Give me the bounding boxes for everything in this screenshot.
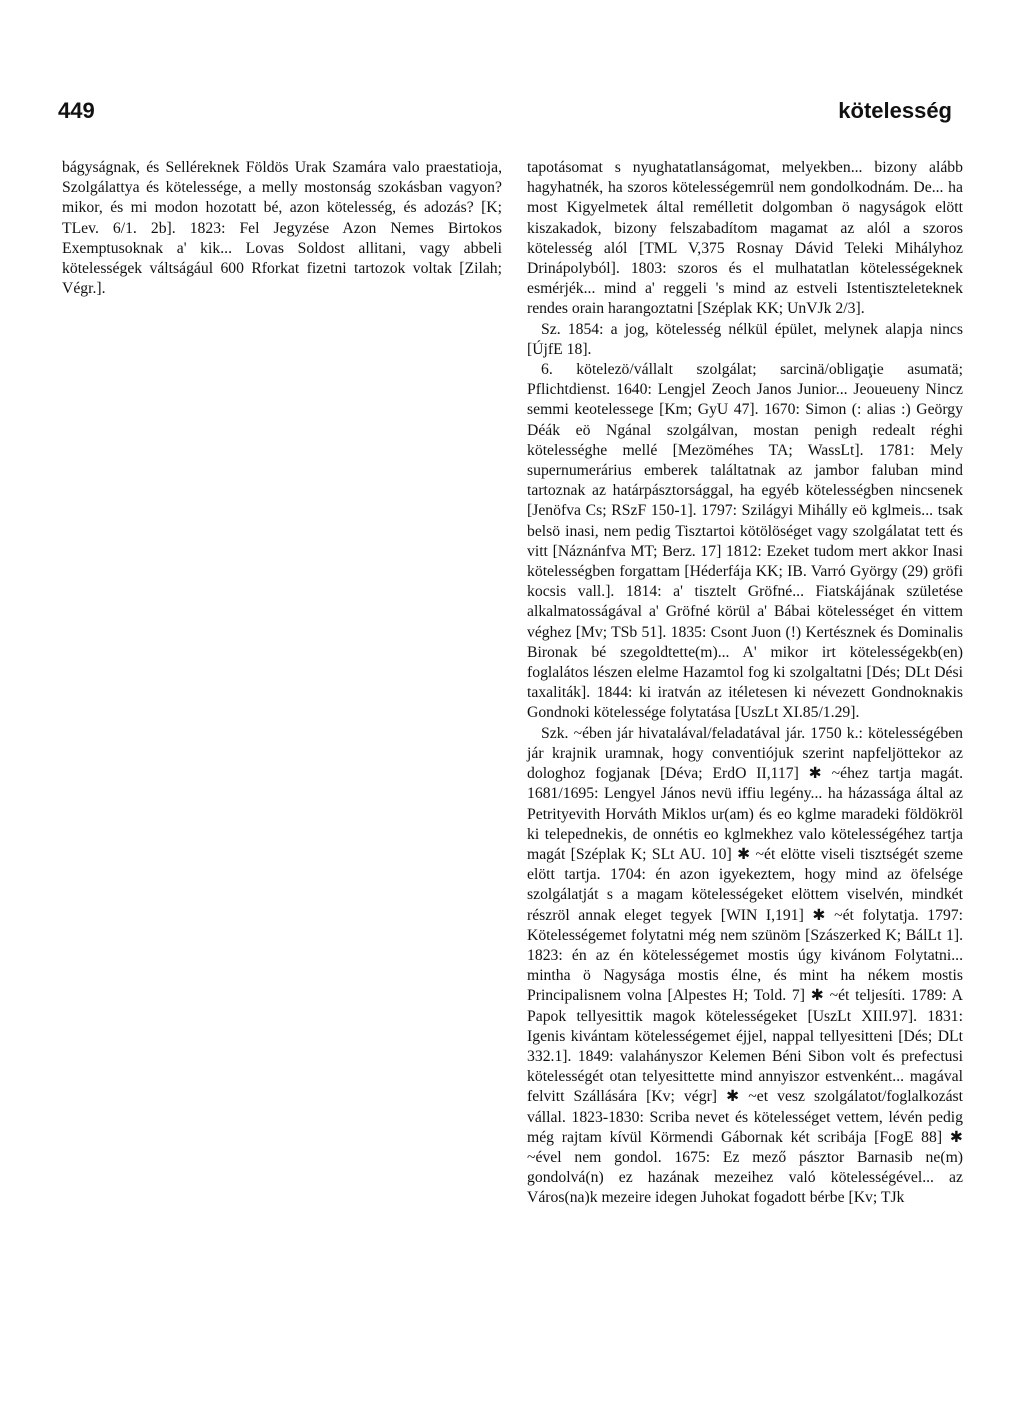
page-number: 449	[58, 98, 95, 123]
right-paragraph: Sz. 1854: a jog, kötelesség nélkül épület, melynek alapja nincs [ÚjfE 18].	[527, 320, 963, 358]
left-paragraph: bágyságnak, és Selléreknek Földös Urak Szamára valo praestatioja, Szolgálattya és kötelessége, a melly mostonság szokásban vagyon? mikor, és mi modon hozotatt bé, azon kötelesség, és adozás? [K; TLev. 6/1. 2b]. 1823: Fel Jegyzése Azon Nemes Birtokos Exemptusoknak a' kik... Lovas Soldost allitani, vagy abbeli kötelességek váltságául 600 Rforkat fizetni tartozok voltak [Zilah; Végr.].	[62, 159, 502, 298]
right-paragraph: 6. kötelezö/vállalt szolgálat; sarcinä/obligaţie asumatä; Pflichtdienst. 1640: Lengjel Zeoch Janos Junior... Jeoueueny Nincz semmi keotelessege [Km; GyU 47]. 1670: Simon (: alias :) Geörgy Déák eö Ngánal szolgálvan, mostan penigh redealt réghi kötelességhe mellé [Mezöméhes TA; WassLt]. 1781: Mely supernumerárius emberek találtatnak az jambor faluban mind tartoznak az határpásztorsággal, ha egyéb kötelességben nincsenek [Jenöfva Cs; RSzF 150-1]. 1797: Szilágyi Mihálly eö kglmeis... tsak belsö inasi, nem pedig Tisztartoi kötölöséget vagy szolgálatat tett és vitt [Náznánfva MT; Berz. 17] 1812: Ezeket tudom mert akkor Inasi kötelességben forgattam [Héderfája KK; IB. Varró György (29) gröfi kocsis vall.]. 1814: a' tisztelt Gröfné... Fiatskájának születése alkalmatosságával a' Gröfné körül a' Bábai kötelességet én vittem véghez [Mv; TSb 51]. 1835: Csont Juon (!) Kertésznek és Dominalis Bironak bé szegoldtette(m)... A' mikor irt kötelességekb(en) foglalátos lészen elelme Hazamtol fog ki szolgaltatni [Dés; DLt Dési taxaliták]. 1844: ki iratván az itéletesen ki névezett Gondnoknakis Gondnoki kötelessége folytatása [UszLt XI.85/1.29].	[527, 361, 963, 722]
right-column	[527, 158, 963, 1209]
running-headword: kötelesség	[838, 98, 952, 123]
right-paragraph: Szk. ~ében jár hivatalával/feladatával jár. 1750 k.: kötelességében jár krajnik uramnak, hogy conventiójuk szerint napfeljöttekor az dologhoz fogjanak [Déva; ErdO II,117] ✱ ~éhez tartja magát. 1681/1695: Lengyel János nevü iffiu legény... ha házassága által az Petrityevith Horváth Miklos ur(am) és eo kglme maradeki földökröl ki telepednekis, de onnétis eo kglmekhez valo kötelességéhez tartja magát [Széplak K; SLt AU. 10] ✱ ~ét elötte viseli tisztségét szeme elött tartja. 1704: én azon igyekeztem, hogy mind az öfelsége szolgálatját s a magam kötelességeket elöttem viselvén, mindkét részröl annak eleget tegyek [WIN I,191] ✱ ~ét folytatja. 1797: Kötelességemet folytatni még nem szünöm [Szászerked K; BálLt 1]. 1823: én az én kötelességemet mostis úgy kivánom Folytatni... mintha ö Nagysága mostis élne, és mint ha nékem mostis Principalisnem volna [Alpestes H; Told. 7] ✱ ~ét teljesíti. 1789: A Papok tellyesittik magok kötelességeket [UszLt XIII.97]. 1831: Igenis kivántam kötelességemet éjjel, nappal tellyesitteni [Dés; DLt 332.1]. 1849: valahányszor Kelemen Béni Sibon volt és prefectusi kötelességét otan telyesittette mind annyiszor estvenként... magával felvitt Szállására [Kv; végr] ✱ ~et vesz szolgálatot/foglalkozást vállal. 1823-1830: Scriba nevet és kötelességet vettem, lévén pedig még rajtam kívül Körmendi Gábornak két scribája [FogE 88] ✱ ~ével nem gondol. 1675: Ez mező pásztor Barnasib ne(m) gondolvá(n) ez hazának mezeihez való kötelességével... az Város(na)k mezeire idegen Juhokat fogadott bérbe [Kv; TJk	[527, 724, 963, 1207]
right-paragraph: tapotásomat s nyughatatlanságomat, melyekben... bizony alább hagyhatnék, ha szoros kötelességemrül nem gondolkodnám. De... ha most Kigyelmetek által remélletit dolgomban ö nagyságok elött kiszakadok, bizony felszabadítom magamat az alól a szoros kötelesség alól [TML V,375 Rosnay Dávid Teleki Mihályhoz Drinápolyból]. 1803: szoros és el mulhatatlan kötelességeknek esmérjék... mind a' reggeli 's mind az estveli Istentiszteleteknek rendes orain harangoztatni [Széplak KK; UnVJk 2/3].	[527, 159, 963, 318]
left-column	[62, 158, 502, 299]
